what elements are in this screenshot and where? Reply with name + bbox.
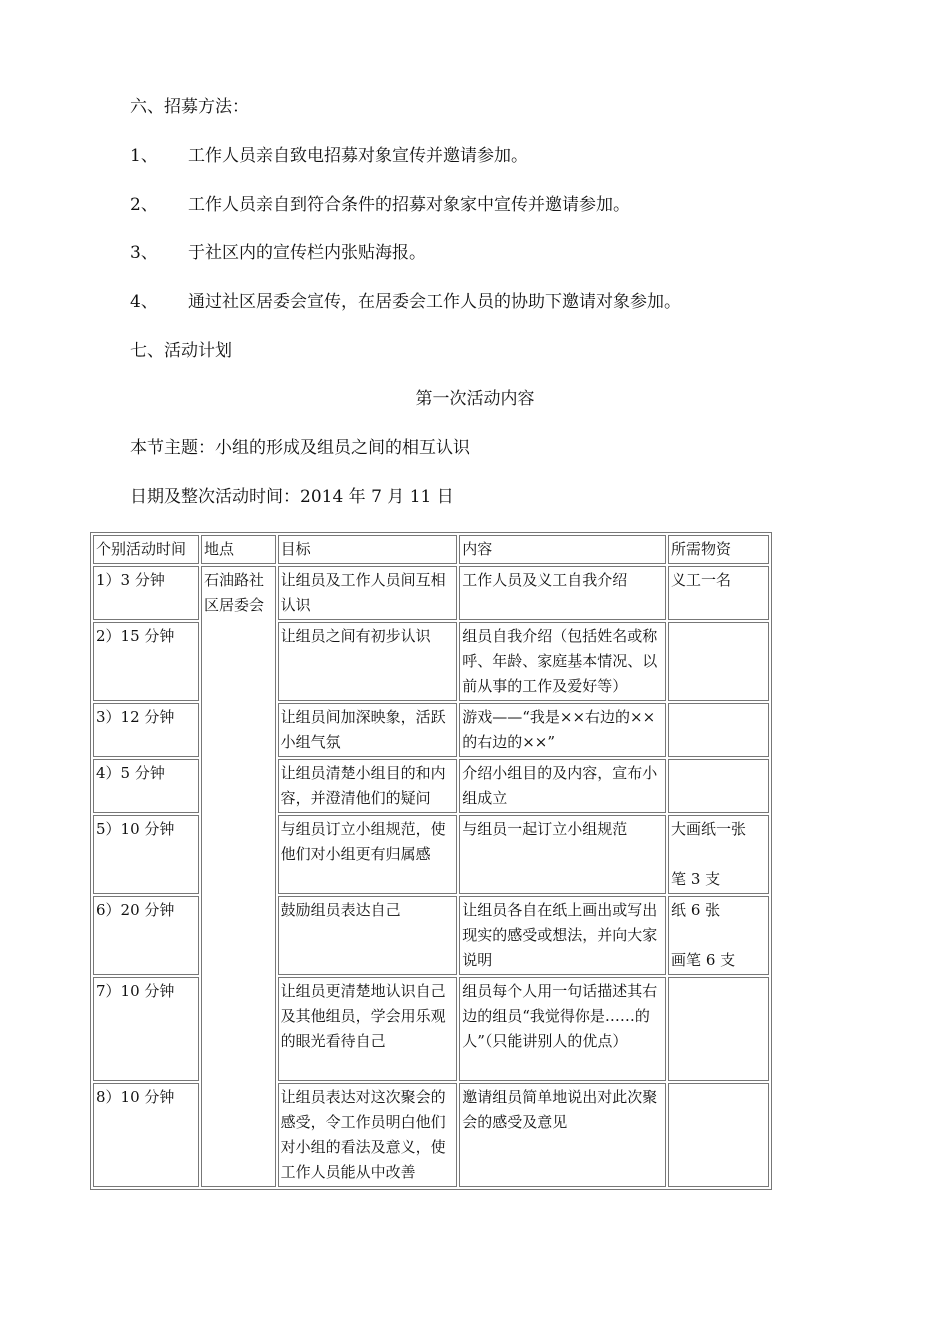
recruit-item-text: 工作人员亲自致电招募对象宣传并邀请参加。 <box>188 146 528 166</box>
table-row <box>93 977 769 1081</box>
recruit-heading: 六、招募方法： <box>130 97 249 117</box>
cell-time: 4）5 分钟 <box>93 759 199 813</box>
cell-content: 让组员各自在纸上画出或写出现实的感受或想法，并向大家说明 <box>459 896 666 975</box>
cell-time: 1）3 分钟 <box>93 566 199 620</box>
cell-content: 邀请组员简单地说出对此次聚会的感受及意见 <box>459 1083 666 1187</box>
cell-time: 6）20 分钟 <box>93 896 199 975</box>
cell-time: 3）12 分钟 <box>93 703 199 757</box>
material-item: 画笔 6 支 <box>671 951 736 969</box>
line-gap <box>671 842 766 867</box>
material-item: 纸 6 张 <box>671 901 721 919</box>
table-header-row <box>93 535 769 564</box>
table-row <box>93 759 769 813</box>
cell-goal: 让组员清楚小组目的和内容，并澄清他们的疑问 <box>278 759 458 813</box>
cell-time: 5）10 分钟 <box>93 815 199 894</box>
recruit-item-number: 1、 <box>130 146 158 166</box>
table-row <box>93 622 769 701</box>
table-row <box>93 566 769 620</box>
cell-goal: 让组员间加深映象，活跃小组气氛 <box>278 703 458 757</box>
header-location: 地点 <box>201 535 276 564</box>
cell-goal: 让组员表达对这次聚会的感受，令工作员明白他们对小组的看法及意义，使工作人员能从中改善 <box>278 1083 458 1187</box>
table-row <box>93 703 769 757</box>
header-materials: 所需物资 <box>668 535 769 564</box>
cell-goal: 让组员之间有初步认识 <box>278 622 458 701</box>
cell-goal: 让组员及工作人员间互相认识 <box>278 566 458 620</box>
cell-materials <box>668 703 769 757</box>
cell-materials <box>668 896 769 975</box>
table-row <box>93 815 769 894</box>
activity-title: 第一次活动内容 <box>415 389 535 409</box>
cell-materials <box>668 977 769 1081</box>
recruit-item-text: 工作人员亲自到符合条件的招募对象家中宣传并邀请参加。 <box>188 195 630 215</box>
plan-heading: 七、活动计划 <box>130 341 232 361</box>
cell-content: 组员每个人用一句话描述其右边的组员“我觉得你是……的人”（只能讲别人的优点） <box>459 977 666 1081</box>
session-date: 日期及整次活动时间：2014 年 7 月 11 日 <box>130 487 454 507</box>
table-row <box>93 896 769 975</box>
cell-materials <box>668 815 769 894</box>
cell-materials <box>668 759 769 813</box>
recruit-item-number: 3、 <box>130 243 158 263</box>
line-gap <box>671 923 766 948</box>
recruit-item-text: 于社区内的宣传栏内张贴海报。 <box>188 243 426 263</box>
cell-content: 与组员一起订立小组规范 <box>459 815 666 894</box>
cell-materials <box>668 1083 769 1187</box>
cell-materials <box>668 622 769 701</box>
session-theme: 本节主题：小组的形成及组员之间的相互认识 <box>130 438 470 458</box>
cell-time: 2）15 分钟 <box>93 622 199 701</box>
recruit-item <box>130 145 528 167</box>
header-goal: 目标 <box>278 535 458 564</box>
recruit-item-number: 2、 <box>130 195 158 215</box>
cell-goal: 鼓励组员表达自己 <box>278 896 458 975</box>
activity-plan-table <box>90 532 772 1190</box>
cell-content: 组员自我介绍（包括姓名或称呼、年龄、家庭基本情况、以前从事的工作及爱好等） <box>459 622 666 701</box>
cell-time: 7）10 分钟 <box>93 977 199 1081</box>
cell-content: 游戏——“我是××右边的××的右边的××” <box>459 703 666 757</box>
cell-goal: 让组员更清楚地认识自己及其他组员，学会用乐观的眼光看待自己 <box>278 977 458 1081</box>
material-item: 大画纸一张 <box>671 820 747 838</box>
recruit-item <box>130 242 426 264</box>
cell-time: 8）10 分钟 <box>93 1083 199 1187</box>
cell-goal: 与组员订立小组规范，使他们对小组更有归属感 <box>278 815 458 894</box>
table-row <box>93 1083 769 1187</box>
cell-location: 石油路社区居委会 <box>201 566 276 1187</box>
cell-materials <box>668 566 769 620</box>
header-content: 内容 <box>459 535 666 564</box>
recruit-item-number: 4、 <box>130 292 158 312</box>
cell-content: 工作人员及义工自我介绍 <box>459 566 666 620</box>
recruit-item-text: 通过社区居委会宣传，在居委会工作人员的协助下邀请对象参加。 <box>188 292 681 312</box>
material-item: 义工一名 <box>671 571 732 589</box>
header-time: 个别活动时间 <box>93 535 199 564</box>
cell-content: 介绍小组目的及内容，宣布小组成立 <box>459 759 666 813</box>
recruit-item <box>130 194 630 216</box>
material-item: 笔 3 支 <box>671 870 721 888</box>
recruit-item <box>130 291 681 313</box>
